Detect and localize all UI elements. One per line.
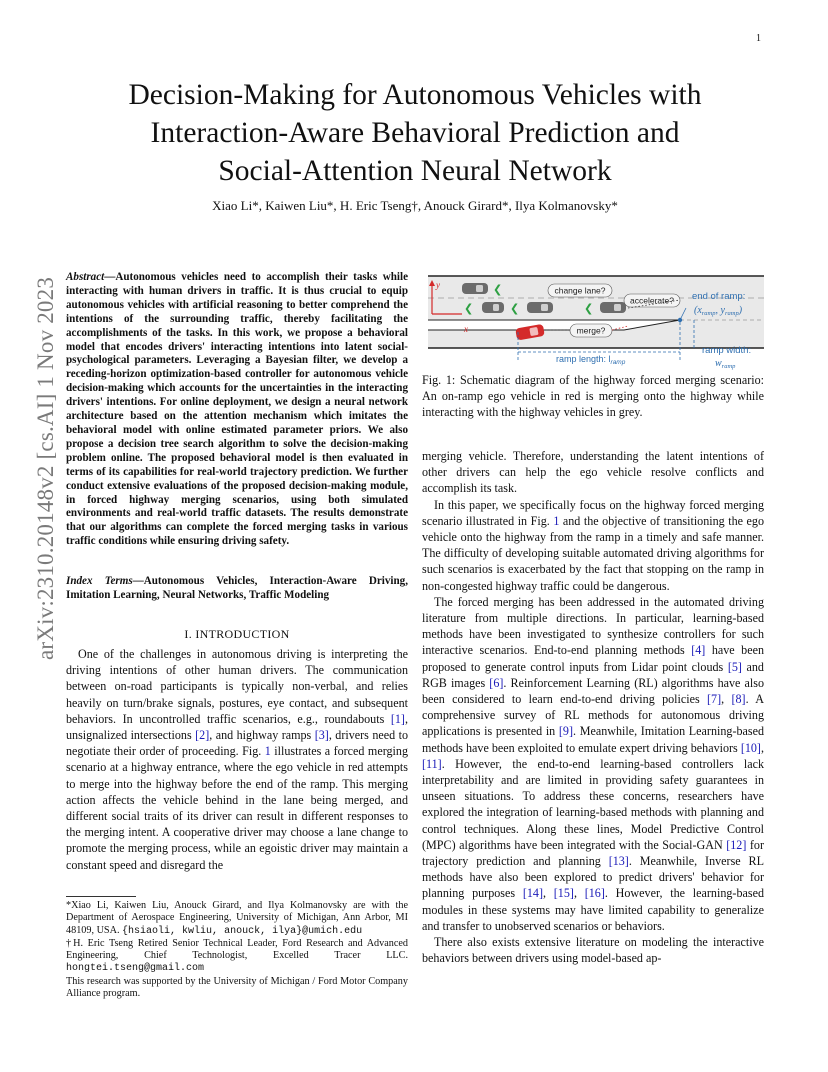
citation-link[interactable]: [6] (489, 675, 504, 690)
paragraph: One of the challenges in autonomous driving is interpreting the driving intentions of other human drivers. The communication between on-road participants is typically non-verbal, and relies heavily on turn/brake signals, postures, eye contact, and subsequent behaviors. In uncontrolled traffic scenarios, e.g., roundabouts [1], unsignalized intersections [2], and highway ramps [3], drivers need to negotiate their order of proceeding. Fig. 1 illustrates a forced merging scenario at a highway entrance, where the ego vehicle in red attempts to merge into the highway before the end of the ramp. This merging action affects the vehicle behind in the lane being merged, and different social traits of its driver can result in different responses to the merging intent. A cooperative driver may choose a lane change to promote the merging process, while an egoistic driver may maintain a constant speed and disregard the (66, 647, 408, 872)
footnote-affiliation: †H. Eric Tseng Retired Senior Technical Leader, Ford Research and Advanced Engineering, Chief Technologist, Excelled Tracer LLC. hongtei.tseng@gmail.com (66, 937, 408, 975)
motion-chevron-icon: ❮ (464, 302, 474, 315)
citation-link[interactable]: [2] (195, 728, 210, 743)
figure-ref-link[interactable]: 1 (264, 744, 271, 759)
paragraph: merging vehicle. Therefore, understanding the latent intentions of other drivers can help the ego vehicle resolve conflicts and accomplish its task. (422, 449, 764, 496)
introduction-column-2 (422, 448, 764, 967)
citation-link[interactable]: [8] (731, 692, 746, 707)
index-terms-label: Index Terms (66, 575, 133, 587)
figure-ref-link[interactable]: 1 (553, 513, 560, 528)
bubble-merge (570, 324, 612, 337)
title-line: Interaction-Aware Behavioral Prediction and (150, 117, 680, 149)
motion-chevron-icon: ❮ (584, 302, 594, 315)
x-axis-label: x (464, 324, 468, 334)
svg-text:merge?: merge? (576, 325, 606, 336)
section-heading-introduction: I. INTRODUCTION (184, 627, 290, 641)
y-axis-label: y (436, 280, 440, 290)
index-terms (66, 575, 408, 603)
footnotes (66, 900, 408, 1000)
paragraph: In this paper, we specifically focus on the highway forced merging scenario illustrated in Fig. 1 and the objective of transitioning the ego vehicle onto the highway from the ramp in a timely and safe manner. The difficulty of developing suitable automated driving algorithms for such scenarios is exacerbated by the fact that stopping on the ramp in non-congested highway traffic could be dangerous. (422, 497, 765, 593)
abstract-label: Abstract (66, 271, 105, 283)
end-of-ramp-coordinates: ($x_{ramp}$, $y_{ramp}$) (694, 305, 743, 317)
footnote-rule (66, 896, 136, 897)
title-line: Decision-Making for Autonomous Vehicles with (128, 79, 702, 111)
abstract-text: —Autonomous vehicles need to accomplish their tasks while interacting with human drivers in traffic. It is thus crucial to equip autonomous vehicles with artificial reasoning to better comprehend the intentions of the surrounding traffic, thereby facilitating the accomplishments of the tasks. In this work, we propose a behavioral model that encodes drivers' interacting intentions into latent social-psychological parameters. Leveraging a Bayesian filter, we develop a receding-horizon optimization-based controller for autonomous vehicle decision-making which accounts for the uncertainties in the interacting drivers' intentions. For online deployment, we design a neural network architecture based on the attention mechanism which imitates the behavioral model with online estimated parameter priors. We also propose a decision tree search algorithm to solve the decision-making problem online. The proposed behavioral model is then evaluated in terms of its capabilities for real-world trajectory prediction. We further conduct extensive evaluations of the proposed decision-making module, in forced highway merging scenarios, using both simulated environments and real-world traffic datasets. The results demonstrate that our algorithms can complete the forced merging tasks in various traffic conditions while ensuring driving safety. (66, 271, 408, 548)
introduction-column-1 (66, 646, 408, 873)
arxiv-identifier[interactable]: arXiv:2310.20148v2 [cs.AI] 1 Nov 2023 (33, 276, 58, 660)
grey-vehicle (462, 283, 488, 294)
ramp-length-label: ramp length: $l_{ramp}$ (556, 354, 626, 366)
svg-text:change lane?: change lane? (554, 285, 606, 296)
citation-link[interactable]: [4] (691, 643, 706, 658)
page-number: 1 (756, 33, 761, 44)
paper-title (60, 76, 770, 190)
figure-1-diagram (424, 270, 768, 372)
citation-link[interactable]: [1] (390, 711, 405, 726)
citation-link[interactable]: [13] (608, 854, 629, 869)
footnote-affiliation: *Xiao Li, Kaiwen Liu, Anouck Girard, and Ilya Kolmanovsky are with the Department of Aerospace Engineering, University of Michigan, Ann Arbor, MI 48109, USA. {hsiaoli, kwliu, anouck, ilya}@umich.edu (66, 900, 408, 937)
citation-link[interactable]: [14] (522, 886, 543, 901)
citation-link[interactable]: [5] (727, 659, 742, 674)
footnote-funding: This research was supported by the University of Michigan / Ford Motor Company Alliance program. (66, 975, 408, 1000)
title-line: Social-Attention Neural Network (218, 155, 612, 187)
bubble-accelerate (624, 294, 680, 307)
paragraph: The forced merging has been addressed in the automated driving literature from multiple directions. In particular, learning-based methods have been investigated to synthesize controllers for such interactive scenarios. End-to-end planning methods [4] have been proposed to generate control inputs from Lidar point clouds [5] and RGB images [6]. Reinforcement Learning (RL) algorithms have also been considered to learn end-to-end driving policies [7], [8]. A comprehensive survey of RL methods for autonomous driving applications is presented in [9]. Meanwhile, Imitation Learning-based methods have been exploited to emulate expert driving behaviors [10], [11]. However, the end-to-end learning-based controllers lack interpretability and are limited in providing safety guarantees in unseen situations. To address these concerns, researchers have explored the integration of learning-based methods with planning and control techniques. Along these lines, Model Predictive Control (MPC) algorithms have been integrated with the Social-GAN [12] for trajectory prediction and planning [13]. Meanwhile, Inverse RL methods have also been explored to predict drivers' behavior for planning purposes [14], [15], [16]. However, the learning-based modules in these systems may have limited capability to generalize and transfer to unobserved scenarios or behaviors. (422, 594, 765, 933)
ramp-width-label: ramp width: (702, 345, 752, 356)
citation-link[interactable]: [10] (740, 740, 761, 755)
grey-vehicle (600, 302, 626, 313)
email-link[interactable]: {hsiaoli, kwliu, anouck, ilya}@umich.edu (122, 925, 363, 937)
grey-vehicle (482, 302, 504, 313)
email-link[interactable]: hongtei.tseng@gmail.com (66, 963, 205, 975)
citation-link[interactable]: [7] (707, 692, 722, 707)
figure-1-caption: Fig. 1: Schematic diagram of the highway forced merging scenario: An on-ramp ego vehicle in red is merging onto the highway while interacting with the highway vehicles in grey. (422, 373, 764, 420)
citation-link[interactable]: [3] (314, 728, 329, 743)
grey-vehicle (527, 302, 553, 313)
motion-chevron-icon: ❮ (493, 283, 503, 296)
citation-link[interactable]: [12] (726, 837, 747, 852)
ramp-width-symbol: $w_{ramp}$ (715, 358, 736, 370)
author-list: Xiao Li*, Kaiwen Liu*, H. Eric Tseng†, Anouck Girard*, Ilya Kolmanovsky* (212, 198, 618, 213)
index-terms-text: —Autonomous Vehicles, Interaction-Aware Driving, Imitation Learning, Neural Networks, Traffic Modeling (66, 575, 408, 601)
motion-chevron-icon: ❮ (510, 302, 520, 315)
citation-link[interactable]: [16] (584, 886, 605, 901)
svg-text:accelerate?: accelerate? (630, 295, 674, 306)
citation-link[interactable]: [15] (553, 886, 574, 901)
citation-link[interactable]: [11] (422, 756, 442, 771)
citation-link[interactable]: [9] (558, 724, 574, 739)
abstract (66, 271, 408, 549)
end-of-ramp-label: end of ramp: (692, 291, 746, 302)
paragraph: There also exists extensive literature on modeling the interactive behaviors between drivers using model-based ap- (422, 935, 764, 966)
bubble-change-lane (548, 284, 612, 297)
